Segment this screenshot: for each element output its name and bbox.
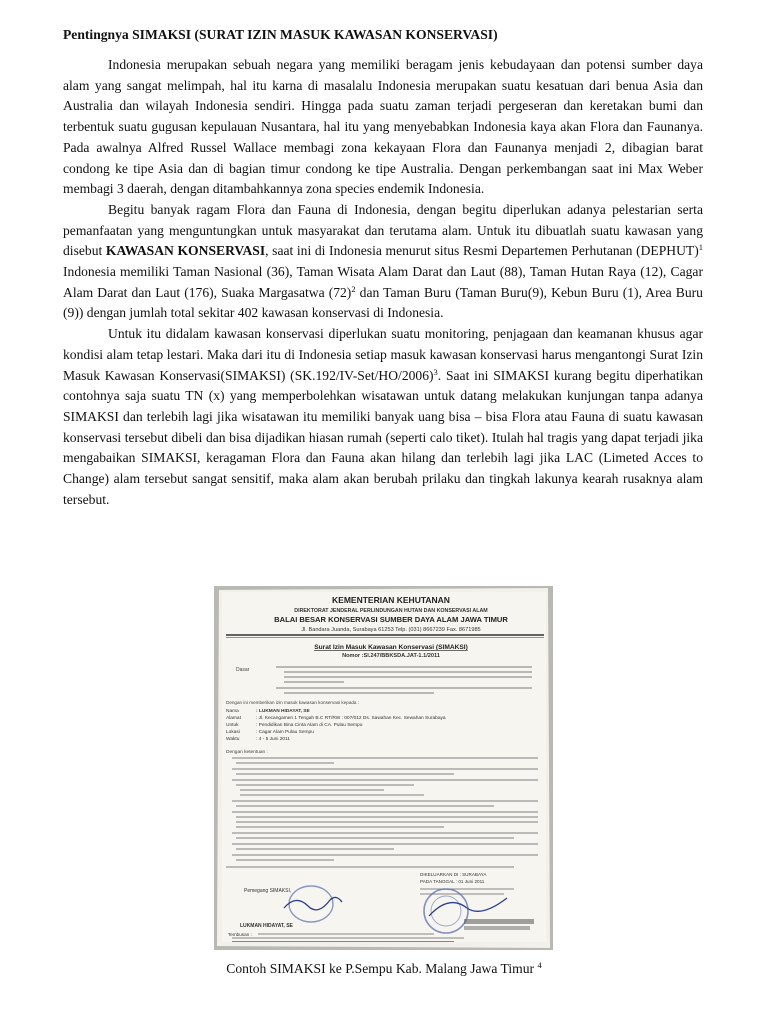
paragraph-3 (63, 324, 703, 510)
permit-doc-number: Nomor :SI.247/BBKSDA.JAT-1.1/2011 (342, 653, 440, 659)
caption-text: Contoh SIMAKSI ke P.Sempu Kab. Malang Jawa Timur (226, 961, 535, 976)
permit-issued-place: DIKELUARKAN DI : SURABAYA (420, 872, 487, 877)
page-heading: Pentingnya SIMAKSI (SURAT IZIN MASUK KAWASAN KONSERVASI) (63, 27, 498, 42)
footnote-ref-3[interactable]: 3 (433, 366, 438, 377)
field-label-lokasi: Lokasi (226, 730, 240, 735)
permit-issued-date: PADA TANGGAL : 01 Juni 2011 (420, 879, 485, 884)
permit-directorate: DIREKTORAT JENDERAL PERLINDUNGAN HUTAN DAN KONSERVASI ALAM (294, 608, 488, 614)
field-value-lokasi: : Cagar Alam Pulau Sempu (256, 730, 314, 735)
figure-caption (0, 961, 768, 977)
footnote-ref-4[interactable]: 4 (537, 960, 542, 970)
permit-conditions-label: Dengan ketentuan : (226, 750, 268, 755)
official-name-redacted (464, 919, 534, 924)
official-nip-redacted (464, 926, 530, 930)
field-value-untuk: : Pendidikan Bina Cinta Alam di CA. Pulau Sempu (256, 723, 363, 728)
field-label-waktu: Waktu (226, 737, 240, 742)
permit-tembusan-label: Tembusan : (228, 932, 252, 937)
permit-address: Jl. Bandara Juanda, Surabaya 61253 Telp. (031) 8667239 Fax. 8671985 (301, 627, 481, 633)
permit-holder-name: LUKMAN HIDAYAT, SE (240, 923, 293, 929)
field-label-nama: Nama (226, 709, 239, 714)
field-label-untuk: Untuk (226, 723, 239, 728)
footnote-ref-1[interactable]: 1 (698, 242, 704, 253)
field-value-nama: : LUKMAN HIDAYAT, SE (256, 709, 310, 714)
paragraph-2-text-b: , saat ini di Indonesia menurut situs Resmi Departemen Perhutanan (DEPHUT) (265, 243, 699, 259)
footnote-ref-2[interactable]: 2 (351, 283, 356, 294)
paragraph-2 (63, 200, 703, 324)
permit-considering: Dengan ini memberikan izin masuk kawasan konservasi kepada : (226, 700, 360, 705)
permit-office: BALAI BESAR KONSERVASI SUMBER DAYA ALAM JAWA TIMUR (274, 615, 508, 624)
permit-dasar-label: Dasar (236, 667, 250, 673)
paragraph-3-text-a: Untuk itu didalam kawasan konservasi diperlukan suatu monitoring, penjagaan dan keamanan khusus agar kondisi alam tetap lestari. Maka dari itu di Indonesia setiap masuk kawasan konservasi harus mengantongi Surat Izin Masuk Kawasan Konservasi(SIMAKSI) (SK.192/IV-Set/HO/2006) (63, 326, 703, 383)
field-label-alamat: Alamat (226, 716, 241, 721)
article-body (63, 55, 703, 510)
permit-holder-label: Pemegang SIMAKSI, (244, 888, 292, 894)
paragraph-1: Indonesia merupakan sebuah negara yang memiliki beragam jenis kebudayaan dan potensi sumber daya alam yang sangat melimpah, hal itu karna di masalalu Indonesia merupakan suatu kesatuan dari benua Asia dan Australia dan wilayah Indonesia sendiri. Hingga pada suatu zaman terjadi pergeseran dan keretakan bumi dan terbentuk suatu gugusan kepulauan Nusantara, hal itu yang menyebabkan Indonesia kaya akan Flora dan Faunanya. Pada awalnya Alfred Russel Wallace membagi zona kekayaan Flora dan Faunanya menjadi 2, dibagian barat condong ke tipe Asia dan di bagian timur condong ke tipe Australia. Dengan perkembangan saat ini Max Weber membagi 3 daerah, dengan ditambahkannya zona species endemik Indonesia. (63, 57, 703, 197)
permit-doc-title: Surat Izin Masuk Kawasan Konservasi (SIMAKSI) (314, 644, 468, 651)
field-value-alamat: : Jl. Kecangamen 1 Tengah B.C RT/RW : 007/012 Ds. Sawahan Kec. Sewahan Surabaya (256, 716, 446, 721)
paragraph-2-text-a: Begitu banyak ragam Flora dan Fauna di Indonesia, dengan begitu diperlukan adanya pelestarian serta pemanfaatan yang menguntungkan untuk masyarakat dan terutama alam. Untuk itu dibuatlah suatu kawasan yang disebut (63, 201, 703, 259)
simaksi-permit-photo (214, 586, 553, 950)
kawasan-konservasi-term: KAWASAN KONSERVASI (105, 243, 266, 259)
paragraph-2-text-c: Indonesia memiliki Taman Nasional (36), Taman Wisata Alam Darat dan Laut (88), Taman Hutan Raya (12), Cagar Alam Darat dan Laut (176), Suaka Margasatwa (72) (63, 264, 703, 300)
paragraph-2-text-d: dan Taman Buru (Taman Buru(9), Kebun Buru (1), Area Buru (9)) dengan jumlah total sekitar 402 kawasan konservasi di Indonesia. (63, 284, 703, 321)
permit-ministry: KEMENTERIAN KEHUTANAN (332, 595, 450, 605)
paragraph-3-text-b: . Saat ini SIMAKSI kurang begitu diperhatikan contohnya saja suatu TN (x) yang memperbolehkan wisatawan untuk datang melakukan kunjungan tanpa adanya SIMAKSI dan terlebih lagi jika wisatawan itu memiliki banyak uang bisa – bisa Flora atau Fauna di suatu kawasan konservasi tersebut dibeli dan bisa dijadikan hiasan rumah (seperti calo tiket). Itulah hal tragis yang dapat terjadi jika mengabaikan SIMAKSI, keragaman Flora dan Fauna akan hilang dan terlebih lagi jika LAC (Limeted Acces to Change) alam tersebut sangat sensitif, maka alam akan berubah prilaku dan tingkah lakunya kearah rusaknya alam tersebut. (63, 367, 703, 507)
field-value-waktu: : 4 - 5 Juni 2011 (256, 737, 291, 742)
